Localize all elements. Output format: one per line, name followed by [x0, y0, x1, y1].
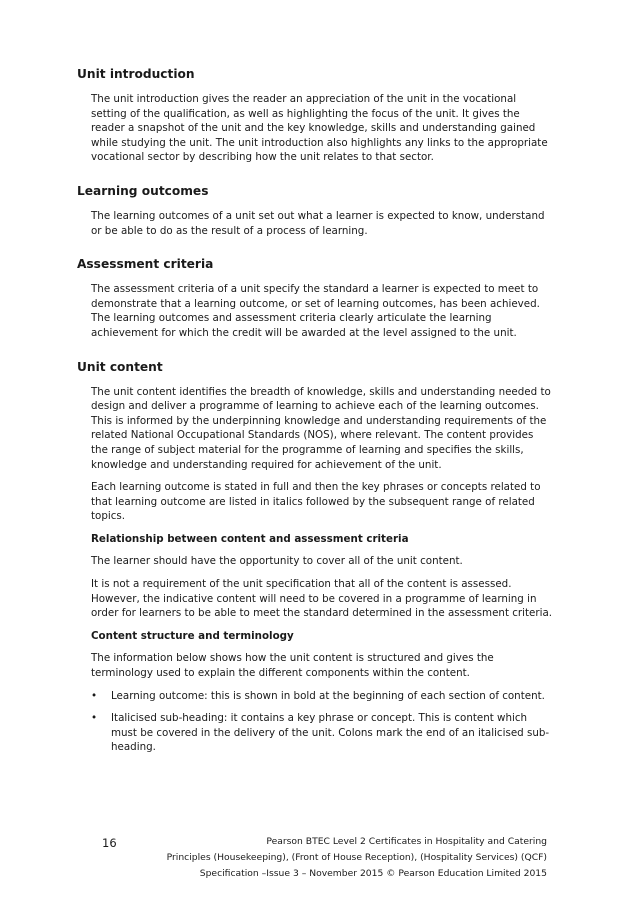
- paragraph: The learning outcomes of a unit set out what a learner is expected to know, understand or be able to do as the result of a process of learning.: [91, 209, 545, 237]
- list-item: [91, 689, 553, 704]
- paragraph: The information below shows how the unit content is structured and gives the terminology used to explain the different components within the content.: [91, 652, 494, 680]
- section-heading: Assessment criteria: [77, 257, 214, 272]
- section-heading: Unit introduction: [77, 67, 195, 81]
- section-learning-outcomes: [77, 183, 557, 238]
- section-body: [91, 92, 553, 165]
- subsection-heading: Relationship between content and assessment criteria: [91, 532, 409, 545]
- footer-line: Principles (Housekeeping), (Front of House Reception), (Hospitality Services) (QCF): [166, 852, 547, 863]
- paragraph: The unit introduction gives the reader an appreciation of the unit in the vocational setting of the qualification, as well as highlighting the focus of the unit. It gives the reader a snapshot of the unit and the key knowledge, skills and understanding gained while studying the unit. The unit introduction also highlights any links to the appropriate vocational sector by describing how the unit relates to that sector.: [91, 93, 548, 164]
- list-item-text: Italicised sub-heading: it contains a key phrase or concept. This is content which must be covered in the delivery of the unit. Colons mark the end of an italicised sub-heading.: [111, 712, 550, 754]
- list-item: [91, 711, 553, 755]
- section-heading: Unit content: [77, 359, 163, 374]
- section-heading: Learning outcomes: [77, 183, 209, 198]
- paragraph: It is not a requirement of the unit specification that all of the content is assessed. However, the indicative content will need to be covered in a programme of learning in order for learners to be able to meet the standard determined in the assessment criteria.: [91, 578, 553, 620]
- paragraph: Each learning outcome is stated in full and then the key phrases or concepts related to that learning outcome are listed in italics followed by the subsequent range of related topics.: [91, 481, 541, 523]
- footer-line: Specification –Issue 3 – November 2015 © Pearson Education Limited 2015: [199, 868, 547, 879]
- paragraph: The unit content identifies the breadth of knowledge, skills and understanding needed to design and deliver a programme of learning to achieve each of the learning outcomes. This is informed by the underpinning knowledge and understanding requirements of the related National Occupational Standards (NOS), where relevant. The content provides the range of subject material for the programme of learning and specifies the skills, knowledge and understanding required for achievement of the unit.: [91, 385, 551, 471]
- bullet-list: [91, 689, 553, 755]
- paragraph: The learner should have the opportunity to cover all of the unit content.: [91, 555, 463, 568]
- list-item-text: Learning outcome: this is shown in bold at the beginning of each section of content.: [111, 689, 545, 702]
- footer-citation: [127, 834, 547, 882]
- bullet-icon: •: [91, 689, 98, 702]
- section-assessment-criteria: [77, 256, 557, 340]
- section-body: [91, 282, 553, 340]
- footer-line: Pearson BTEC Level 2 Certificates in Hospitality and Catering: [266, 836, 547, 847]
- main-content: [77, 66, 557, 773]
- subsection-heading: Content structure and terminology: [91, 629, 294, 642]
- bullet-icon: •: [91, 712, 98, 725]
- section-body: [91, 385, 553, 755]
- page-number: 16: [102, 836, 117, 850]
- section-unit-content: [77, 359, 557, 755]
- section-unit-introduction: [77, 66, 557, 165]
- paragraph: The assessment criteria of a unit specify the standard a learner is expected to meet to demonstrate that a learning outcome, or set of learning outcomes, has been achieved. The learning outcomes and assessment criteria clearly articulate the learning achievement for which the credit will be awarded at the level assigned to the unit.: [91, 283, 540, 339]
- section-body: [91, 209, 553, 238]
